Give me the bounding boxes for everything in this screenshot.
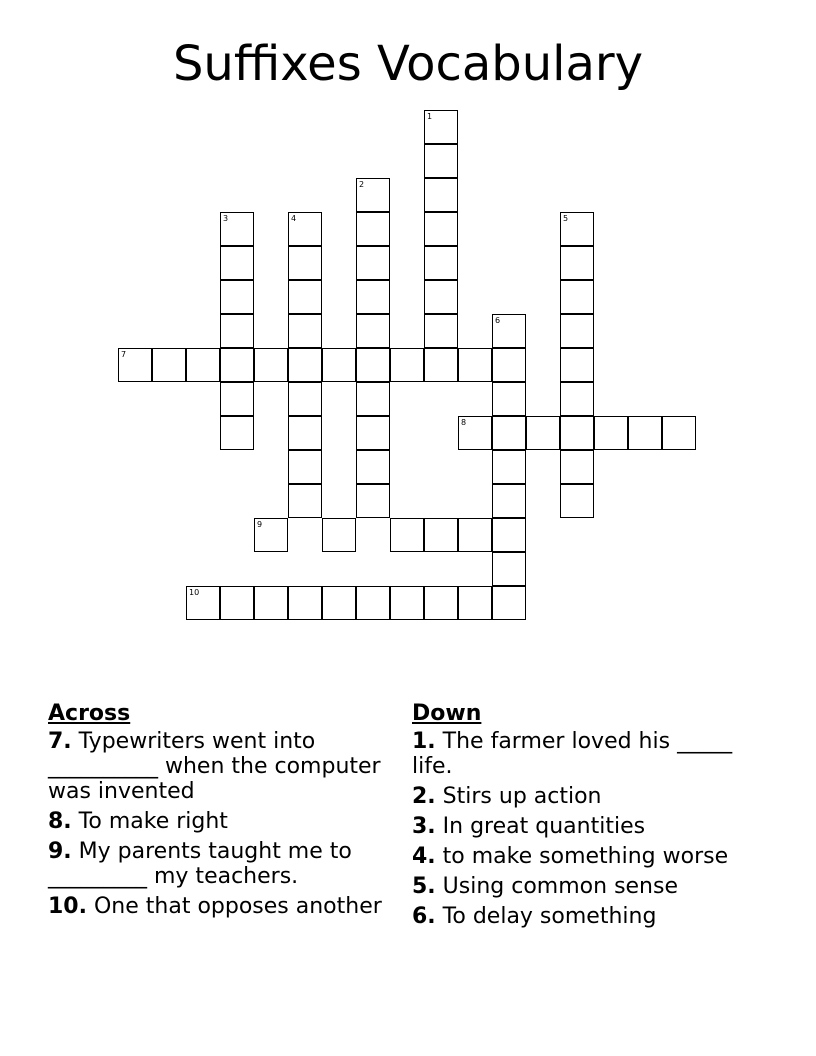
grid-cell[interactable] [356, 314, 390, 348]
clue-number-label: 5 [563, 214, 569, 223]
clue-number: 4. [412, 844, 436, 869]
grid-cell[interactable] [560, 280, 594, 314]
clue-across-8 [48, 809, 410, 834]
grid-cell[interactable] [424, 314, 458, 348]
clue-text: To delay something [442, 904, 657, 929]
clue-across-10 [48, 894, 410, 919]
clue-number-label: 2 [359, 180, 365, 189]
grid-cell[interactable] [424, 246, 458, 280]
grid-cell[interactable] [560, 450, 594, 484]
grid-cell[interactable] [390, 518, 424, 552]
grid-cell[interactable] [390, 348, 424, 382]
clue-number-label: 4 [291, 214, 297, 223]
clue-across-9 [48, 839, 410, 889]
clue-down-6 [412, 904, 772, 929]
grid-cell[interactable] [356, 450, 390, 484]
grid-cell[interactable] [356, 416, 390, 450]
page-title: Suffixes Vocabulary [172, 36, 644, 92]
clue-number: 7. [48, 729, 72, 754]
grid-cell[interactable] [526, 416, 560, 450]
grid-cell[interactable] [220, 586, 254, 620]
grid-cell[interactable] [220, 382, 254, 416]
grid-cell[interactable] [288, 314, 322, 348]
clue-text: The farmer loved his _____ life. [412, 729, 733, 779]
grid-cell[interactable] [560, 416, 594, 450]
grid-cell[interactable] [288, 348, 322, 382]
grid-cell[interactable] [492, 450, 526, 484]
clue-number: 5. [412, 874, 436, 899]
clue-number: 2. [412, 784, 436, 809]
clue-number-label: 8 [461, 418, 467, 427]
clue-text: Stirs up action [442, 784, 602, 809]
grid-cell[interactable] [118, 348, 152, 382]
grid-cell[interactable] [356, 586, 390, 620]
grid-cell[interactable] [492, 552, 526, 586]
clue-text: To make right [78, 809, 228, 834]
grid-cell[interactable] [424, 280, 458, 314]
grid-cell[interactable] [424, 518, 458, 552]
clue-number: 3. [412, 814, 436, 839]
grid-cell[interactable] [186, 348, 220, 382]
grid-cell[interactable] [322, 518, 356, 552]
clue-down-4 [412, 844, 772, 869]
down-clues [412, 701, 772, 934]
grid-cell[interactable] [288, 416, 322, 450]
grid-cell[interactable] [424, 586, 458, 620]
grid-cell[interactable] [220, 280, 254, 314]
grid-cell[interactable] [424, 212, 458, 246]
grid-cell[interactable] [220, 416, 254, 450]
grid-cell[interactable] [220, 212, 254, 246]
grid-cell[interactable] [492, 348, 526, 382]
grid-cell[interactable] [322, 586, 356, 620]
grid-cell[interactable] [220, 246, 254, 280]
grid-cell[interactable] [492, 382, 526, 416]
grid-cell[interactable] [254, 586, 288, 620]
clue-number: 1. [412, 729, 436, 754]
clue-text: Typewriters went into __________ when the computer was invented [48, 729, 381, 804]
clue-number: 8. [48, 809, 72, 834]
grid-cell[interactable] [288, 246, 322, 280]
grid-cell[interactable] [186, 586, 220, 620]
clue-number-label: 3 [223, 214, 229, 223]
grid-cell[interactable] [288, 484, 322, 518]
clue-text: to make something worse [442, 844, 729, 869]
grid-cell[interactable] [594, 416, 628, 450]
grid-cell[interactable] [458, 416, 492, 450]
grid-cell[interactable] [628, 416, 662, 450]
clue-down-5 [412, 874, 772, 899]
clue-text: Using common sense [442, 874, 679, 899]
grid-cell[interactable] [356, 484, 390, 518]
grid-cell[interactable] [662, 416, 696, 450]
grid-cell[interactable] [288, 280, 322, 314]
grid-cell[interactable] [356, 382, 390, 416]
grid-cell[interactable] [560, 382, 594, 416]
grid-cell[interactable] [254, 518, 288, 552]
grid-cell[interactable] [288, 586, 322, 620]
clue-number-label: 9 [257, 520, 263, 529]
clue-number-label: 10 [189, 588, 200, 597]
grid-cell[interactable] [424, 348, 458, 382]
grid-cell[interactable] [458, 586, 492, 620]
grid-cell[interactable] [220, 314, 254, 348]
across-heading: Across [48, 701, 131, 726]
clue-number: 10. [48, 894, 87, 919]
clue-across-7 [48, 729, 410, 804]
clue-down-3 [412, 814, 772, 839]
clue-down-2 [412, 784, 772, 809]
clue-number-label: 7 [121, 350, 127, 359]
grid-cell[interactable] [492, 416, 526, 450]
down-heading: Down [412, 701, 482, 726]
across-clues [48, 701, 410, 924]
grid-cell[interactable] [560, 212, 594, 246]
grid-cell[interactable] [424, 178, 458, 212]
grid-cell[interactable] [458, 518, 492, 552]
clue-number: 9. [48, 839, 72, 864]
grid-cell[interactable] [492, 586, 526, 620]
grid-cell[interactable] [322, 348, 356, 382]
grid-cell[interactable] [220, 348, 254, 382]
grid-cell[interactable] [288, 382, 322, 416]
grid-cell[interactable] [356, 178, 390, 212]
grid-cell[interactable] [356, 348, 390, 382]
grid-cell[interactable] [152, 348, 186, 382]
grid-cell[interactable] [458, 348, 492, 382]
grid-cell[interactable] [254, 348, 288, 382]
grid-cell[interactable] [390, 586, 424, 620]
clue-number-label: 6 [495, 316, 501, 325]
grid-cell[interactable] [492, 314, 526, 348]
grid-cell[interactable] [424, 144, 458, 178]
clue-number-label: 1 [427, 112, 433, 121]
grid-cell[interactable] [356, 212, 390, 246]
grid-cell[interactable] [560, 314, 594, 348]
grid-cell[interactable] [356, 246, 390, 280]
clue-number: 6. [412, 904, 436, 929]
grid-cell[interactable] [288, 212, 322, 246]
clue-text: My parents taught me to _________ my teachers. [48, 839, 352, 889]
grid-cell[interactable] [356, 280, 390, 314]
clue-text: One that opposes another [93, 894, 382, 919]
grid-cell[interactable] [560, 348, 594, 382]
clue-down-1 [412, 729, 772, 779]
grid-cell[interactable] [492, 518, 526, 552]
grid-cell[interactable] [560, 246, 594, 280]
grid-cell[interactable] [288, 450, 322, 484]
grid-cell[interactable] [560, 484, 594, 518]
clue-text: In great quantities [442, 814, 646, 839]
grid-cell[interactable] [492, 484, 526, 518]
grid-cell[interactable] [424, 110, 458, 144]
